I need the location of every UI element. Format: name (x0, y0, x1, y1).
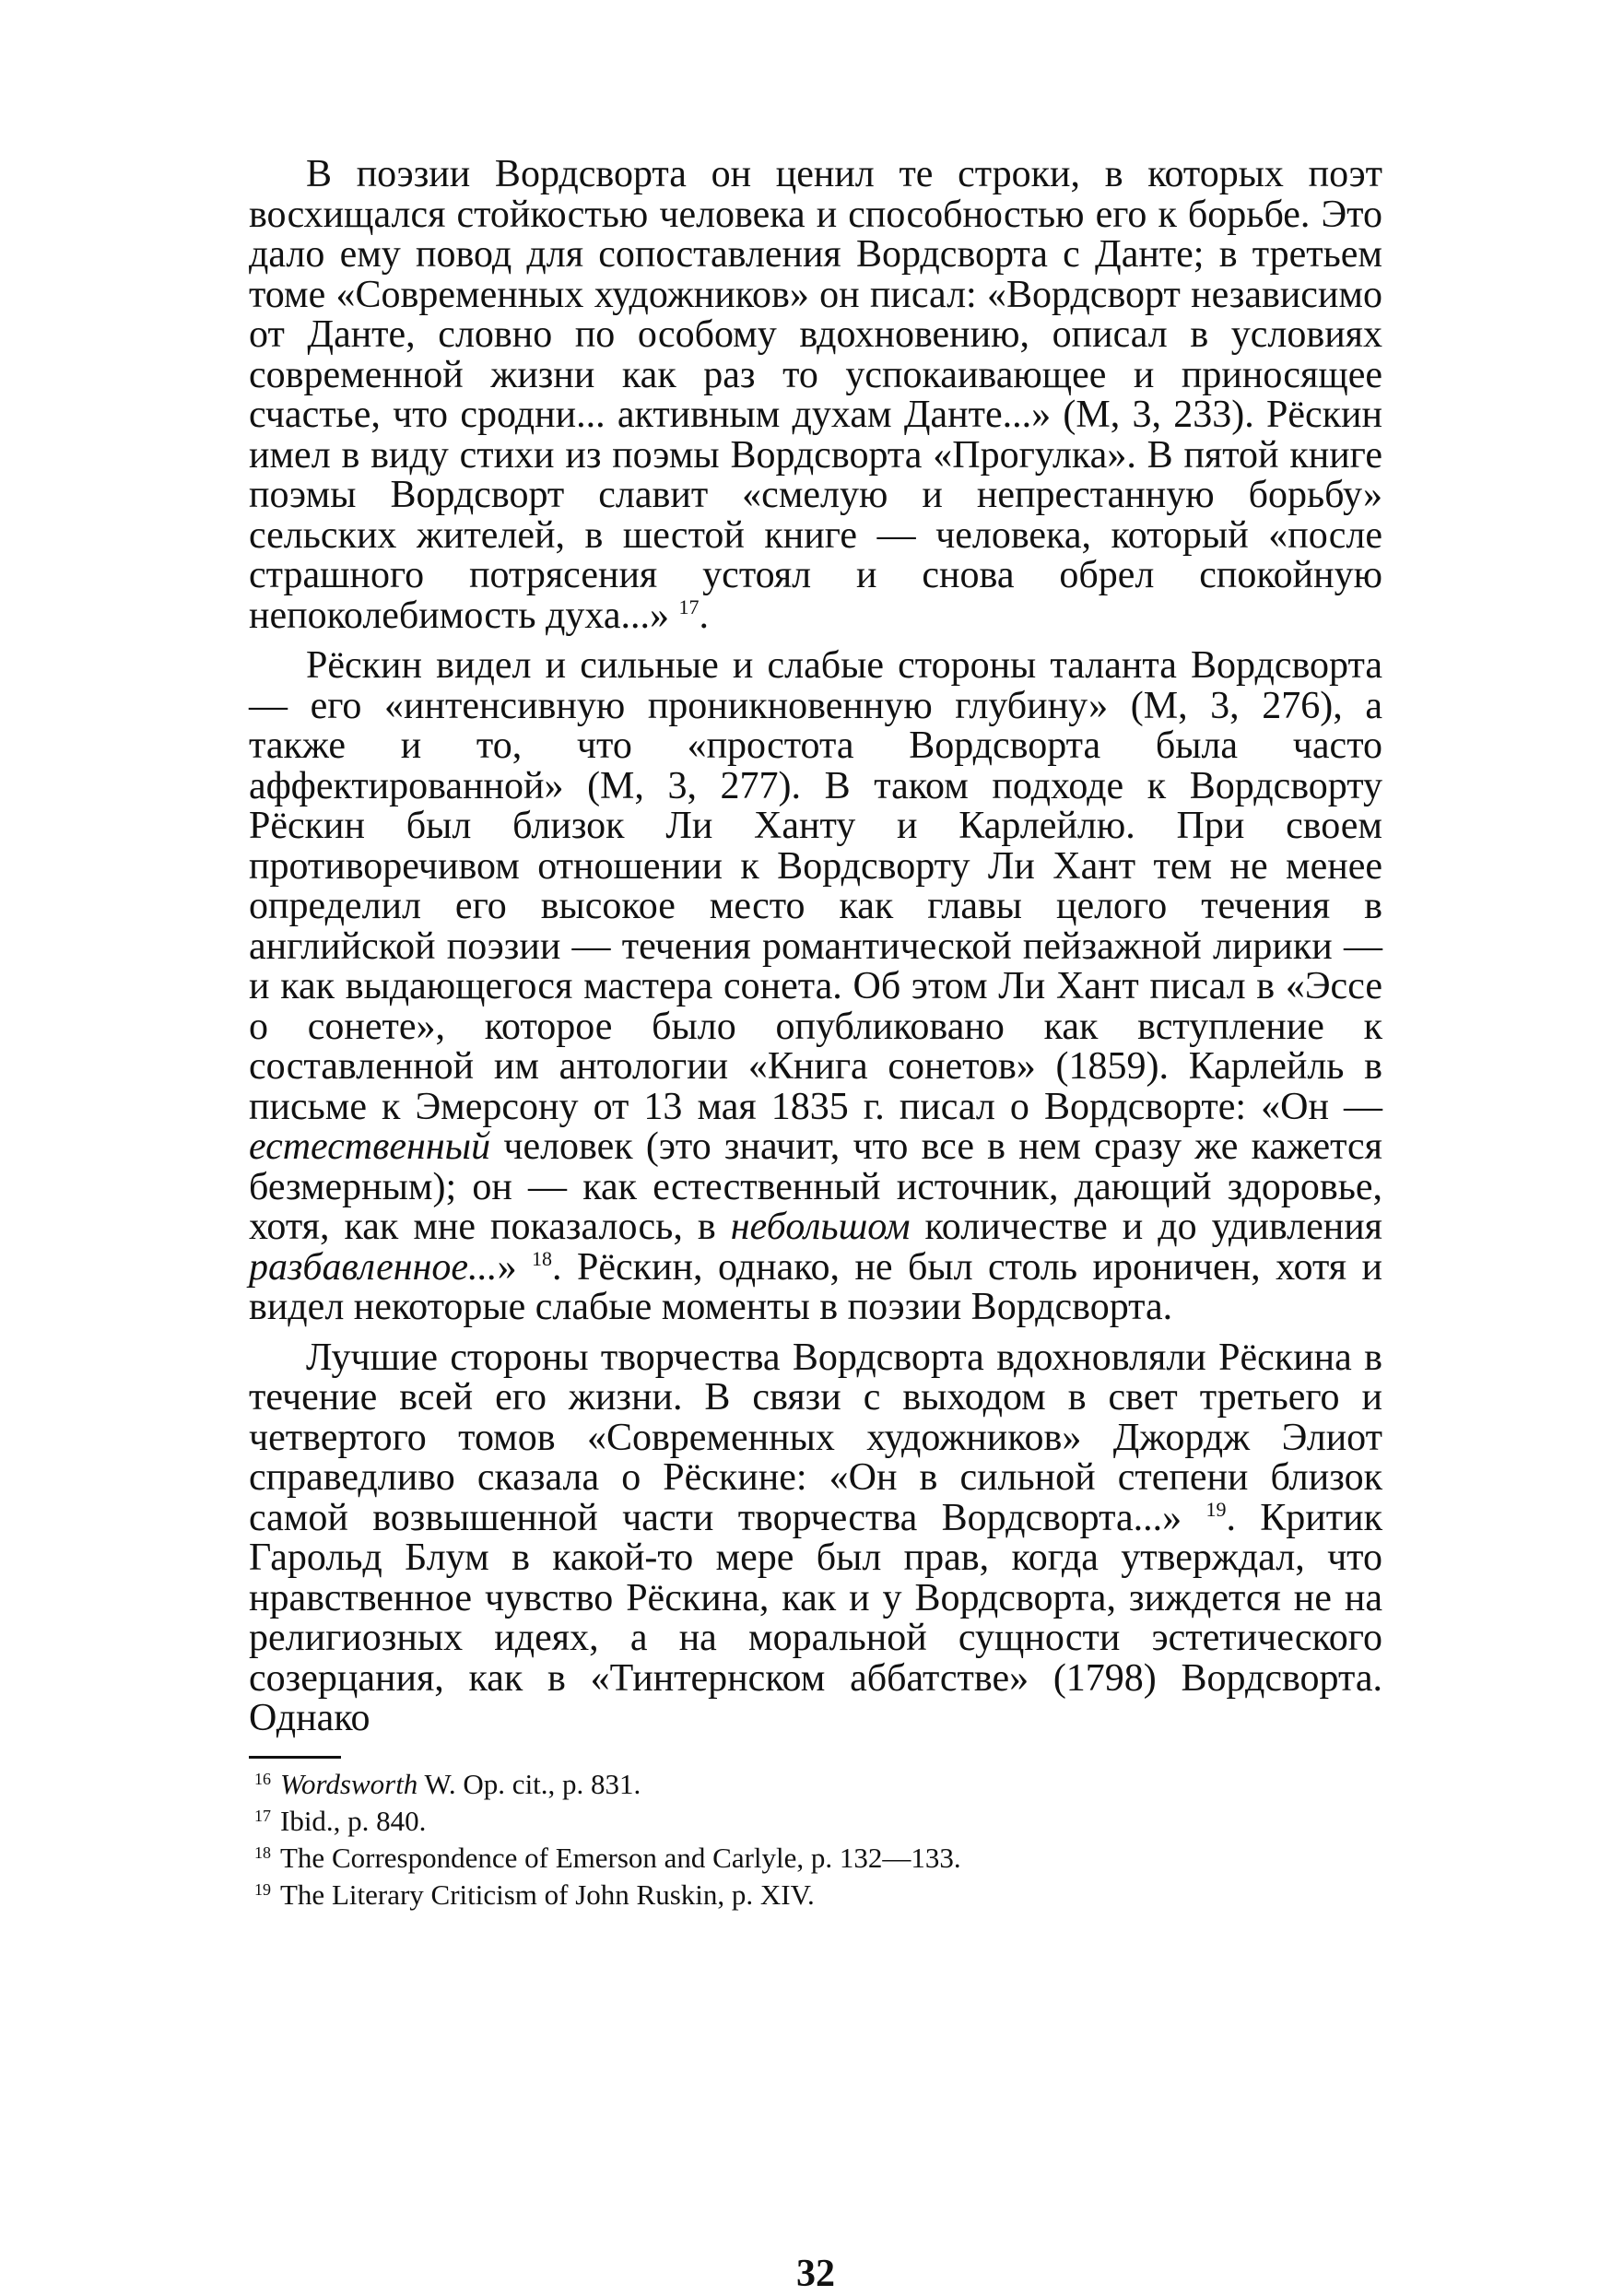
footnote-number: 16 (254, 1769, 271, 1788)
footnote-16 (249, 1768, 1382, 1805)
text-run: . (699, 594, 709, 637)
footnote-reference: 19 (1205, 1497, 1227, 1521)
footnote-reference: 18 (532, 1246, 553, 1270)
italic-text: разбавленное... (249, 1245, 498, 1289)
paragraph-2 (249, 646, 1382, 1328)
text-run: В поэзии Вордсворта он ценил те строки, в которых поэт восхищался стойкостью человека и способностью его к борьбе. Это дало ему повод для сопоставления Вордсворта с Данте; в третьем томе «Современных художников» он писал: «Вордсворт независимо от Данте, словно по особому вдохновению, описал в условиях современной жизни как раз то успокаивающее и приносящее счастье, что сродни... активным духам Данте...» (М, 3, 233). Рёскин имел в виду стихи из поэмы Вордсворта «Прогулка». В пятой книге поэмы Вордсворт славит «смелую и непрестанную борьбу» сельских жителей, в шестой книге — человека, который «после страшного потрясения устоял и снова обрел спокойную непоколебимость духа...» (249, 153, 1382, 637)
book-page (249, 153, 1383, 2295)
footnote-18 (249, 1842, 1382, 1878)
footnote-text: Wordsworth W. Op. cit., p. 831. (280, 1767, 641, 1800)
text-run: Рёскин видел и сильные и слабые стороны таланта Вордсворта — его «интенсивную проникновенную глубину» (М, 3, 276), а также и то, что «простота Вордсворта была часто аффектированной» (М, 3, 277). В таком подходе к Вордсворту Рёскин был близок Ли Ханту и Карлейлю. При своем противоречивом отношении к Вордсворту Ли Хант тем не менее определил его высокое место как главы целого течения в английской поэзии — течения романтической пейзажной лирики — и как выдающегося мастера сонета. Об этом Ли Хант писал в «Эссе о сонете», которое было опубликовано как вступление к составленной им антологии «Книга сонетов» (1859). Карлейль в письме к Эмерсону от 13 мая 1835 г. писал о Вордсворте: «Он — (249, 644, 1382, 1128)
footnote-text: The Correspondence of Emerson and Carlyle, p. 132—133. (280, 1841, 961, 1874)
footnote-number: 17 (254, 1806, 271, 1825)
text-run: . Рёскин, однако, не был столь ироничен, хотя и видел некоторые слабые моменты в поэзии Вордсворта. (249, 1245, 1383, 1328)
footnote-number: 19 (254, 1879, 271, 1899)
footnote-19 (249, 1878, 1382, 1915)
footnote-17 (249, 1805, 1382, 1842)
text-run: количестве и до удивления (910, 1206, 1382, 1248)
footnote-number: 18 (254, 1843, 271, 1862)
footnotes (249, 1768, 1382, 1915)
footnote-text: The Literary Criticism of John Ruskin, p. XIV. (280, 1878, 815, 1911)
text-run: . Критик Гарольд Блум в какой-то мере был прав, когда утверждал, что нравственное чувство Рёскина, как и у Вордсворта, зиждется не на религиозных идеях, а на моральной сущности эстетического созерцания, как в «Тинтернском аббатстве» (1798) Вордсворта. Однако (249, 1496, 1383, 1739)
text-run: » (497, 1245, 533, 1289)
main-text (249, 155, 1382, 1739)
text-run: Лучшие стороны творчества Вордсворта вдохновляли Рёскина в течение всей его жизни. В связи с выходом в свет третьего и четвертого томов «Современных художников» Джордж Элиот справедливо сказала о Рёскине: «Он в сильной степени близок самой возвышенной части творчества Вордсворта...» (249, 1336, 1382, 1539)
italic-text: небольшом (730, 1206, 911, 1248)
footnote-divider (249, 1756, 341, 1759)
footnote-text: Ibid., p. 840. (280, 1804, 427, 1837)
footnote-reference: 17 (678, 595, 700, 618)
paragraph-1 (249, 155, 1382, 636)
italic-text: естественный (249, 1125, 491, 1168)
paragraph-3 (249, 1338, 1382, 1739)
page-number: 32 (796, 2253, 835, 2295)
text-run: человек (это значит, что все в нем сразу же кажется безмерным); он — как естественный источник, дающий здоровье, хотя, как мне показалось, в (249, 1125, 1382, 1248)
